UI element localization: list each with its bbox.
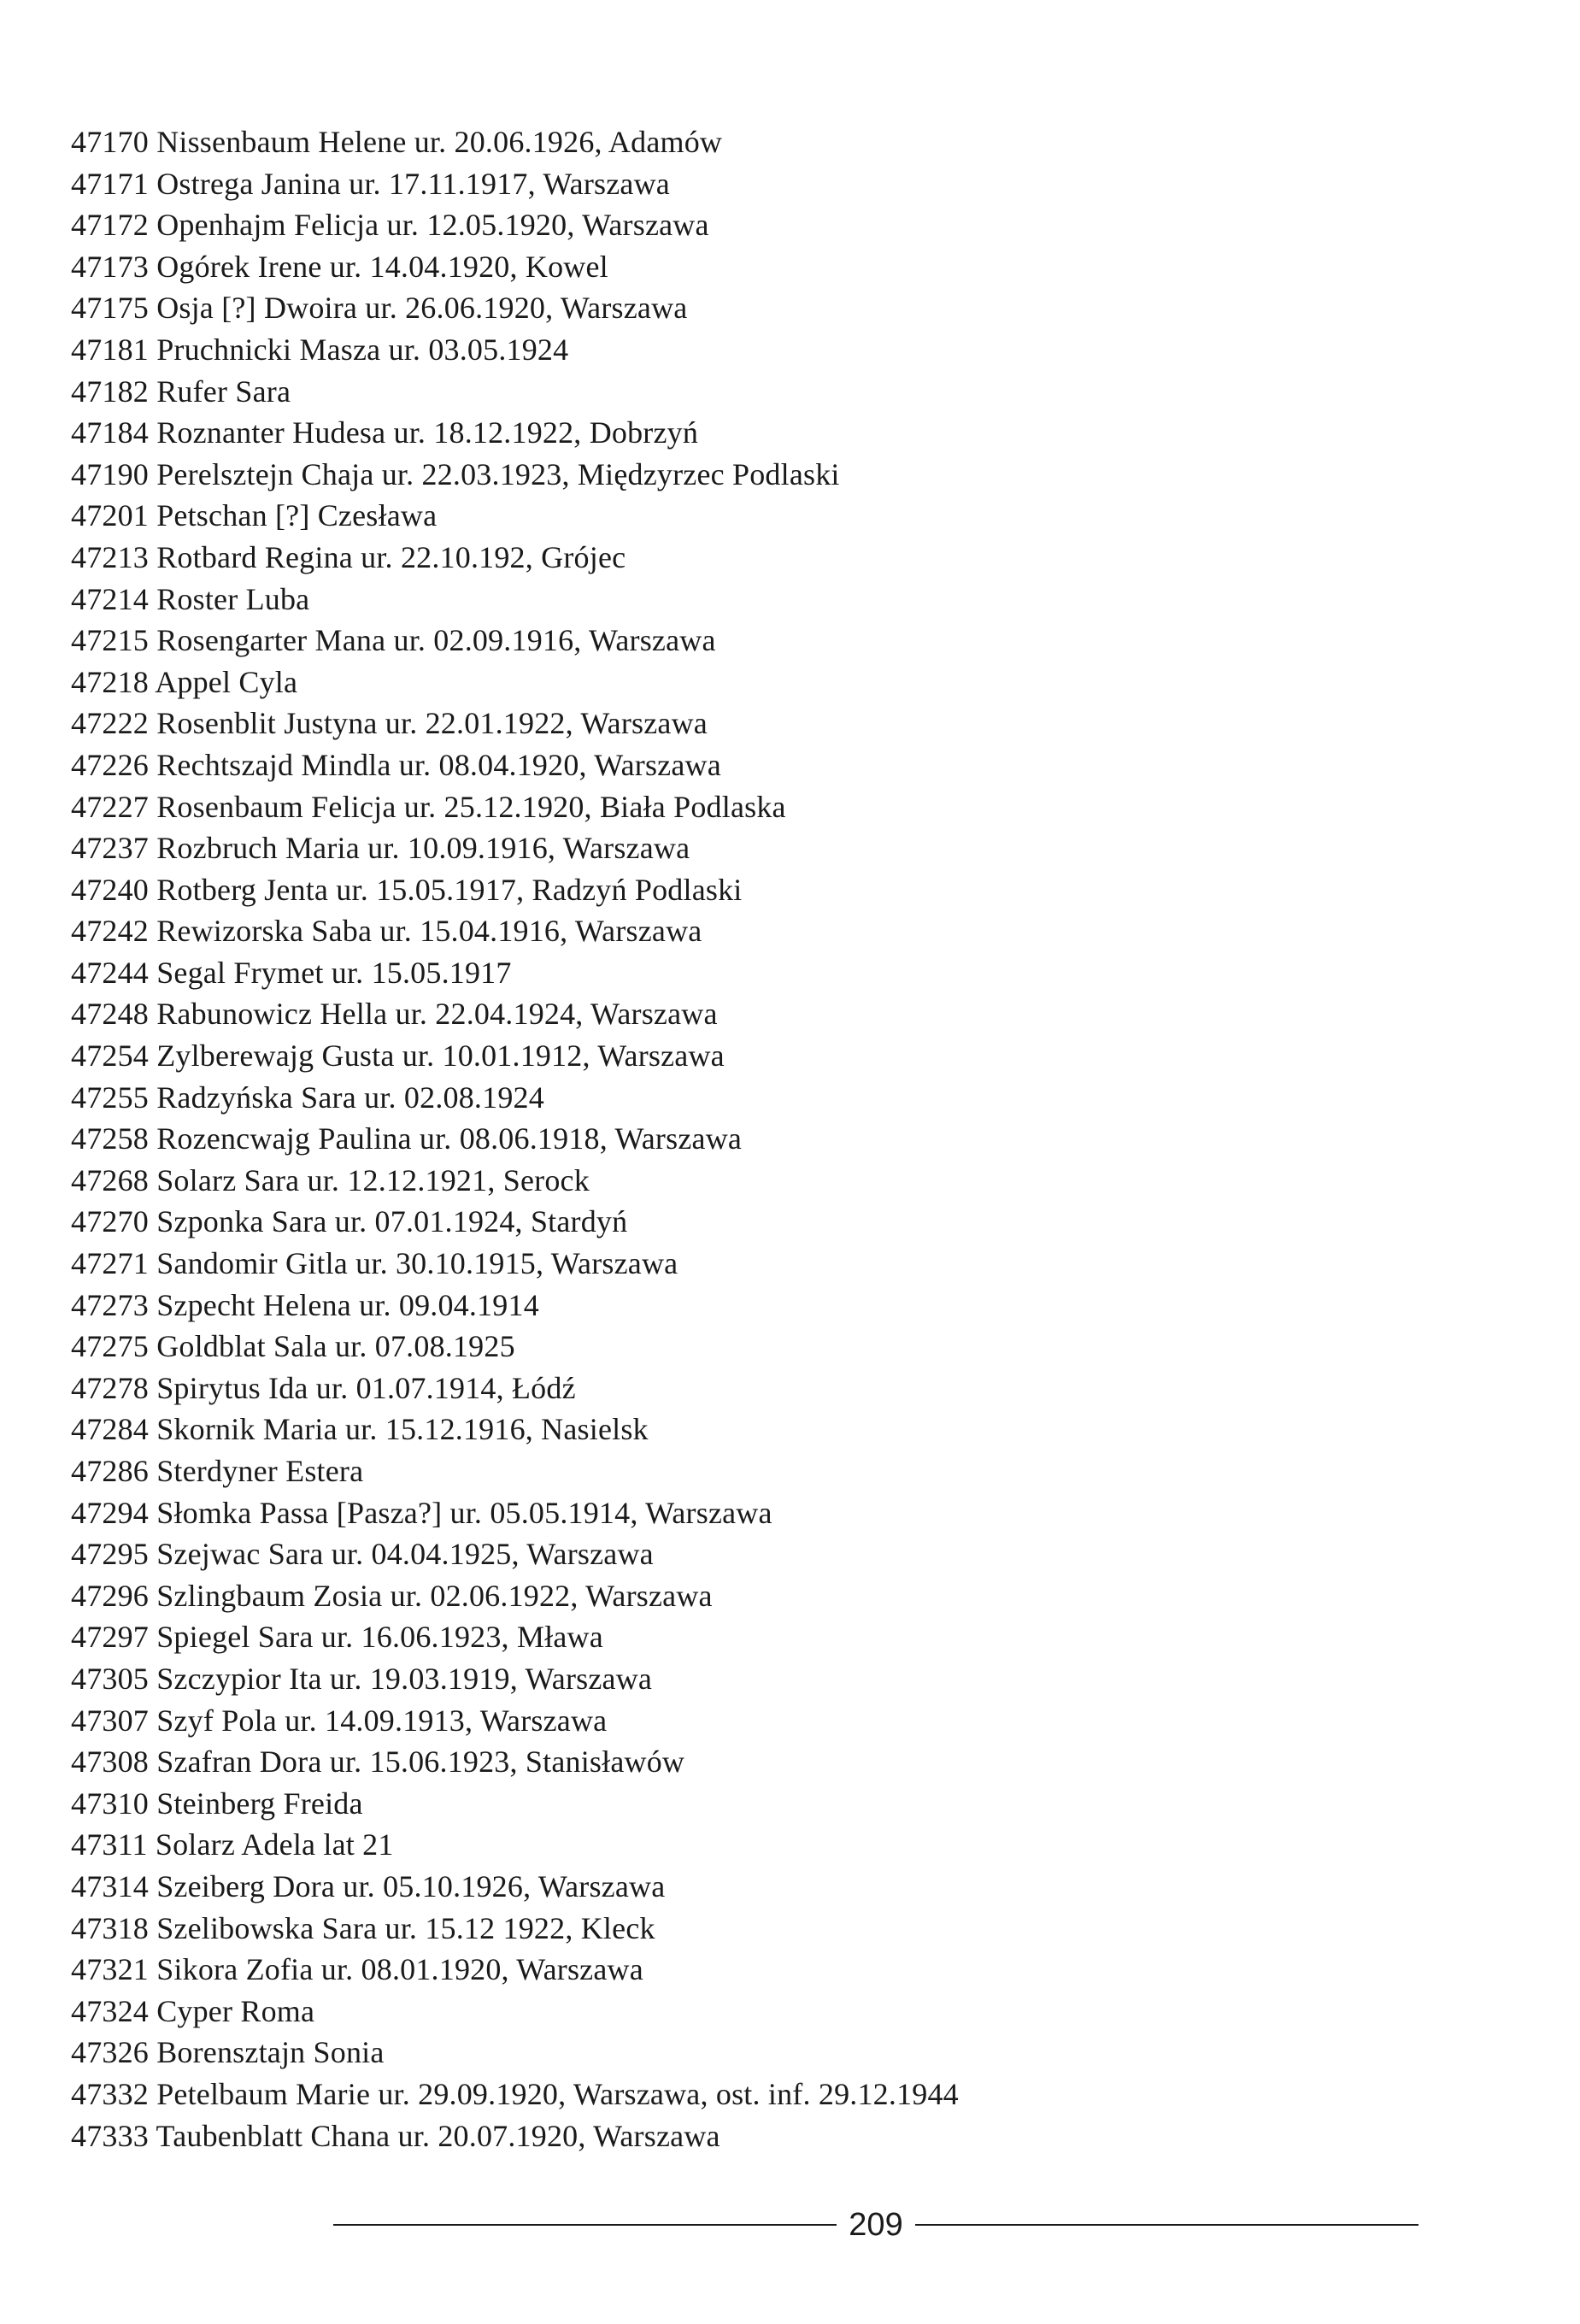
list-item: 47296 Szlingbaum Zosia ur. 02.06.1922, Warszawa <box>71 1578 713 1613</box>
list-item: 47324 Cyper Roma <box>71 1993 315 2028</box>
list-item: 47218 Appel Cyla <box>71 664 298 699</box>
list-item: 47181 Pruchnicki Masza ur. 03.05.1924 <box>71 332 569 367</box>
footer-rule-left <box>333 2224 837 2226</box>
list-item: 47332 Petelbaum Marie ur. 29.09.1920, Warszawa, ost. inf. 29.12.1944 <box>71 2076 959 2111</box>
list-item: 47240 Rotberg Jenta ur. 15.05.1917, Radzyń Podlaski <box>71 872 743 907</box>
list-item: 47273 Szpecht Helena ur. 09.04.1914 <box>71 1287 539 1322</box>
list-item: 47255 Radzyńska Sara ur. 02.08.1924 <box>71 1080 544 1115</box>
list-item: 47171 Ostrega Janina ur. 17.11.1917, Warszawa <box>71 166 670 201</box>
list-item: 47213 Rotbard Regina ur. 22.10.192, Grójec <box>71 539 626 574</box>
list-item: 47227 Rosenbaum Felicja ur. 25.12.1920, Biała Podlaska <box>71 789 786 824</box>
list-item: 47326 Borensztajn Sonia <box>71 2035 385 2070</box>
list-item: 47248 Rabunowicz Hella ur. 22.04.1924, Warszawa <box>71 997 718 1032</box>
list-item: 47318 Szelibowska Sara ur. 15.12 1922, Kleck <box>71 1910 655 1945</box>
page-footer <box>333 2203 1418 2246</box>
list-item: 47270 Szponka Sara ur. 07.01.1924, Stardyń <box>71 1204 628 1239</box>
list-item: 47184 Roznanter Hudesa ur. 18.12.1922, Dobrzyń <box>71 415 699 450</box>
list-item: 47258 Rozencwajg Paulina ur. 08.06.1918, Warszawa <box>71 1121 743 1156</box>
list-item: 47314 Szeiberg Dora ur. 05.10.1926, Warszawa <box>71 1868 666 1903</box>
list-item: 47175 Osja [?] Dwoira ur. 26.06.1920, Warszawa <box>71 291 688 326</box>
page-number: 209 <box>849 2207 903 2243</box>
list-item: 47172 Openhajm Felicja ur. 12.05.1920, Warszawa <box>71 208 709 243</box>
list-item: 47271 Sandomir Gitla ur. 30.10.1915, Warszawa <box>71 1246 678 1281</box>
list-item: 47308 Szafran Dora ur. 15.06.1923, Stanisławów <box>71 1744 685 1780</box>
list-item: 47321 Sikora Zofia ur. 08.01.1920, Warszawa <box>71 1952 643 1987</box>
entry-list <box>71 121 1438 2156</box>
list-item: 47268 Solarz Sara ur. 12.12.1921, Serock <box>71 1162 590 1197</box>
list-item: 47237 Rozbruch Maria ur. 10.09.1916, Warszawa <box>71 831 690 866</box>
list-item: 47201 Petschan [?] Czesława <box>71 498 438 533</box>
list-item: 47214 Roster Luba <box>71 581 310 616</box>
list-item: 47182 Rufer Sara <box>71 374 291 409</box>
list-item: 47284 Skornik Maria ur. 15.12.1916, Nasielsk <box>71 1412 649 1447</box>
list-item: 47307 Szyf Pola ur. 14.09.1913, Warszawa <box>71 1703 608 1738</box>
list-item: 47295 Szejwac Sara ur. 04.04.1925, Warszawa <box>71 1537 654 1572</box>
list-item: 47215 Rosengarter Mana ur. 02.09.1916, Warszawa <box>71 623 716 658</box>
footer-rule-right <box>915 2224 1418 2226</box>
list-item: 47242 Rewizorska Saba ur. 15.04.1916, Warszawa <box>71 914 702 949</box>
list-item: 47278 Spirytus Ida ur. 01.07.1914, Łódź <box>71 1370 576 1405</box>
list-item: 47244 Segal Frymet ur. 15.05.1917 <box>71 955 512 990</box>
list-item: 47222 Rosenblit Justyna ur. 22.01.1922, Warszawa <box>71 706 708 741</box>
list-item: 47297 Spiegel Sara ur. 16.06.1923, Mława <box>71 1620 603 1655</box>
list-item: 47294 Słomka Passa [Pasza?] ur. 05.05.1914, Warszawa <box>71 1495 772 1530</box>
list-item: 47275 Goldblat Sala ur. 07.08.1925 <box>71 1329 515 1364</box>
list-item: 47170 Nissenbaum Helene ur. 20.06.1926, Adamów <box>71 125 723 159</box>
list-item: 47190 Perelsztejn Chaja ur. 22.03.1923, Międzyrzec Podlaski <box>71 456 840 491</box>
list-item: 47310 Steinberg Freida <box>71 1786 363 1821</box>
list-item: 47333 Taubenblatt Chana ur. 20.07.1920, Warszawa <box>71 2118 720 2153</box>
list-item: 47254 Zylberewajg Gusta ur. 10.01.1912, Warszawa <box>71 1038 725 1074</box>
list-item: 47286 Sterdyner Estera <box>71 1454 364 1488</box>
list-item: 47305 Szczypior Ita ur. 19.03.1919, Warszawa <box>71 1661 653 1696</box>
list-item: 47173 Ogórek Irene ur. 14.04.1920, Kowel <box>71 249 608 284</box>
list-item: 47226 Rechtszajd Mindla ur. 08.04.1920, Warszawa <box>71 747 721 782</box>
list-item: 47311 Solarz Adela lat 21 <box>71 1827 394 1862</box>
